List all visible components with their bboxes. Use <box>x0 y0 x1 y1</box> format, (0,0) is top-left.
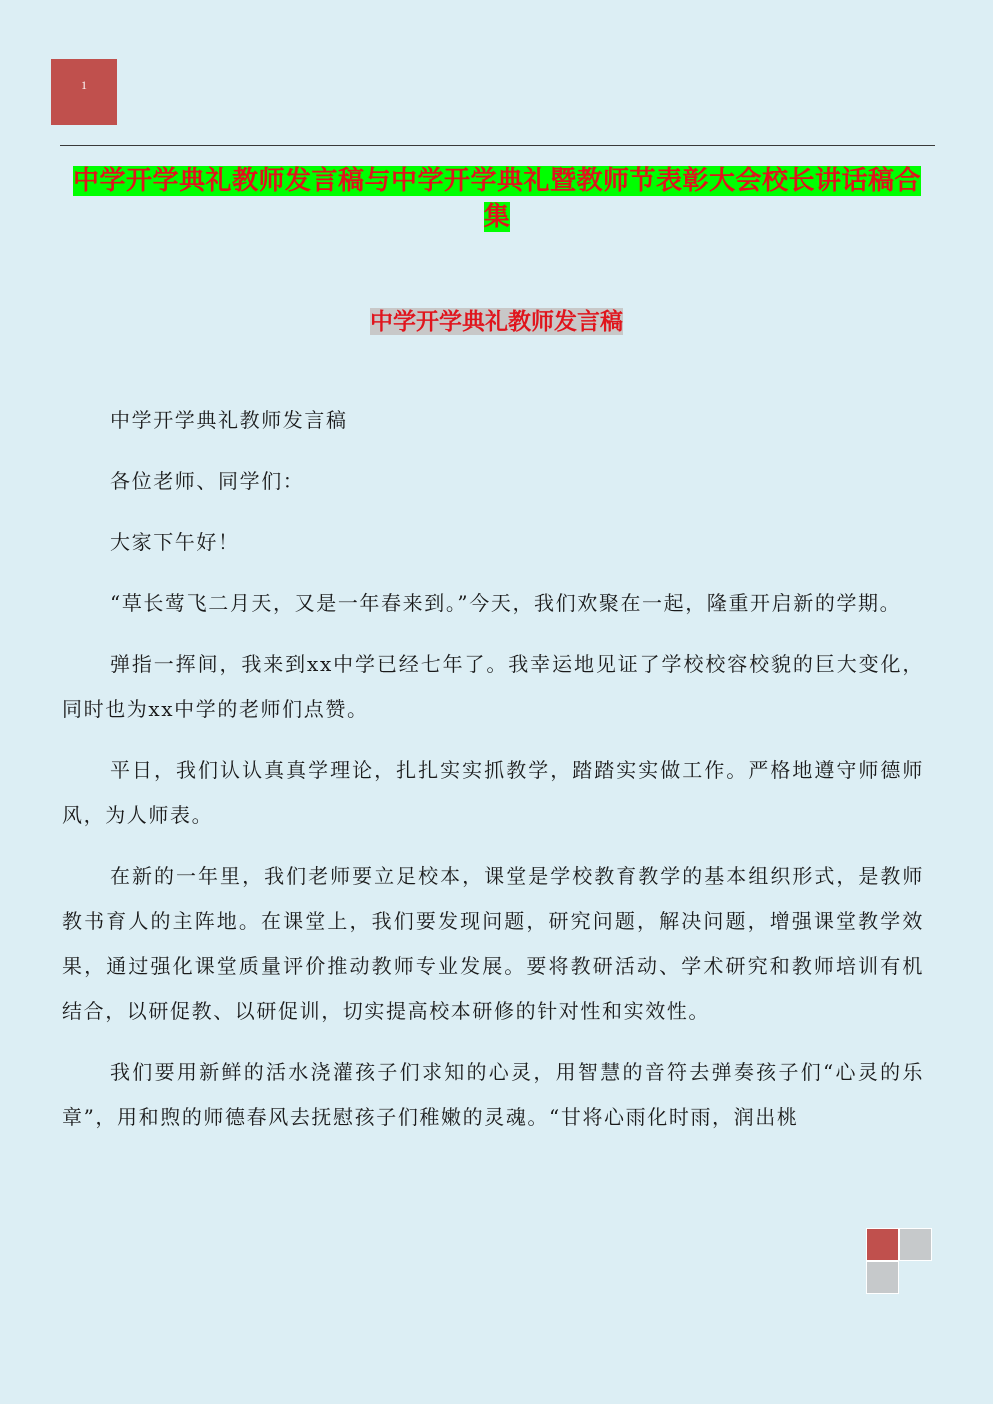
paragraph: 中学开学典礼教师发言稿 <box>110 408 348 432</box>
decor-square-gray <box>866 1261 899 1294</box>
section-title <box>0 306 993 338</box>
paragraph: “草长莺飞二月天，又是一年春来到。”今天，我们欢聚在一起，隆重开启新的学期。 <box>110 591 902 615</box>
decor-square-gray <box>899 1228 932 1261</box>
paragraph: 弹指一挥间，我来到xx中学已经七年了。我幸运地见证了学校校容校貌的巨大变化，同时也为xx中学的老师们点赞。 <box>62 652 924 721</box>
corner-decoration <box>866 1228 933 1293</box>
document-title <box>62 163 932 235</box>
page-number: 1 <box>81 78 87 92</box>
page-number-badge <box>51 59 117 125</box>
paragraph: 大家下午好！ <box>110 530 240 554</box>
paragraph: 我们要用新鲜的活水浇灌孩子们求知的心灵，用智慧的音符去弹奏孩子们“心灵的乐章”，用和煦的师德春风去抚慰孩子们稚嫩的灵魂。“甘将心雨化时雨，润出桃 <box>62 1060 924 1129</box>
paragraph: 在新的一年里，我们老师要立足校本，课堂是学校教育教学的基本组织形式，是教师教书育人的主阵地。在课堂上，我们要发现问题，研究问题，解决问题，增强课堂教学效果，通过强化课堂质量评价推动教师专业发展。要将教研活动、学术研究和教师培训有机结合，以研促教、以研促训，切实提高校本研修的针对性和实效性。 <box>62 864 924 1023</box>
header-divider <box>60 145 935 146</box>
paragraph: 各位老师、同学们： <box>110 469 305 493</box>
document-title-text: 中学开学典礼教师发言稿与中学开学典礼暨教师节表彰大会校长讲话稿合集 <box>72 166 921 232</box>
section-title-text: 中学开学典礼教师发言稿 <box>370 308 623 335</box>
paragraph: 平日，我们认认真真学理论，扎扎实实抓教学，踏踏实实做工作。严格地遵守师德师风，为人师表。 <box>62 758 924 827</box>
document-body <box>62 398 924 1156</box>
decor-square-red <box>866 1228 899 1261</box>
